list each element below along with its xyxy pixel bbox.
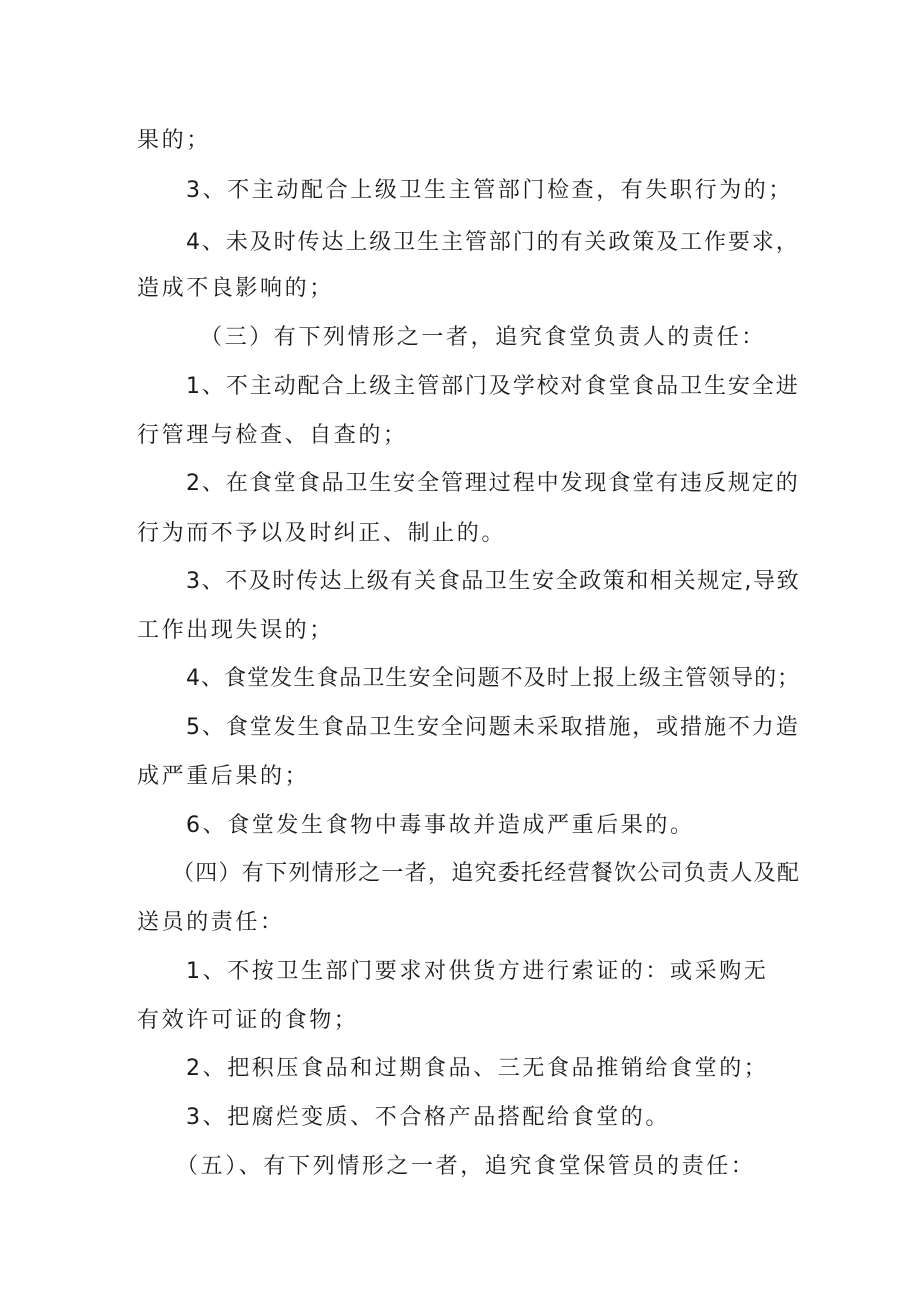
section-heading: （四）有下列情形之一者，追究委托经营餐饮公司负责人及配 (172, 861, 801, 886)
text-line: 3、不主动配合上级卫生主管部门检查，有失职行为的； (186, 178, 793, 203)
text-line: 4、食堂发生食品卫生安全问题不及时上报上级主管领导的； (186, 666, 801, 691)
text-line: 1、不主动配合上级主管部门及学校对食堂食品卫生安全进 (186, 374, 800, 399)
text-line: 1、不按卫生部门要求对供货方进行索证的：或采购无 (186, 959, 769, 984)
text-line: 成严重后果的； (137, 764, 310, 789)
text-line: 6、食堂发生食物中毒事故并造成严重后果的。 (186, 813, 695, 838)
text-line: 4、未及时传达上级卫生主管部门的有关政策及工作要求， (186, 230, 800, 255)
text-line: 送员的责任： (137, 910, 285, 935)
text-line: 2、把积压食品和过期食品、三无食品推销给食堂的； (186, 1056, 769, 1081)
text-line: 2、在食堂食品卫生安全管理过程中发现食堂有违反规定的 (186, 471, 800, 496)
section-heading: （五）、有下列情形之一者，追究食堂保管员的责任： (176, 1154, 756, 1179)
text-line: 果的； (137, 128, 211, 153)
section-heading: （三）有下列情形之一者，追究食堂负责人的责任： (200, 325, 766, 350)
text-line: 3、把腐烂变质、不合格产品搭配给食堂的。 (186, 1105, 670, 1130)
text-line: 工作出现失误的； (137, 618, 334, 643)
text-line: 行为而不予以及时纠正、制止的。 (137, 521, 507, 546)
text-line: 造成不良影响的； (137, 276, 334, 301)
text-line: 有效许可证的食物； (137, 1008, 359, 1033)
text-line: 行管理与检查、自查的； (137, 423, 408, 448)
text-line: 5、食堂发生食品卫生安全问题未采取措施，或措施不力造 (186, 715, 800, 740)
text-line: 3、不及时传达上级有关食品卫生安全政策和相关规定,导致 (186, 569, 801, 594)
